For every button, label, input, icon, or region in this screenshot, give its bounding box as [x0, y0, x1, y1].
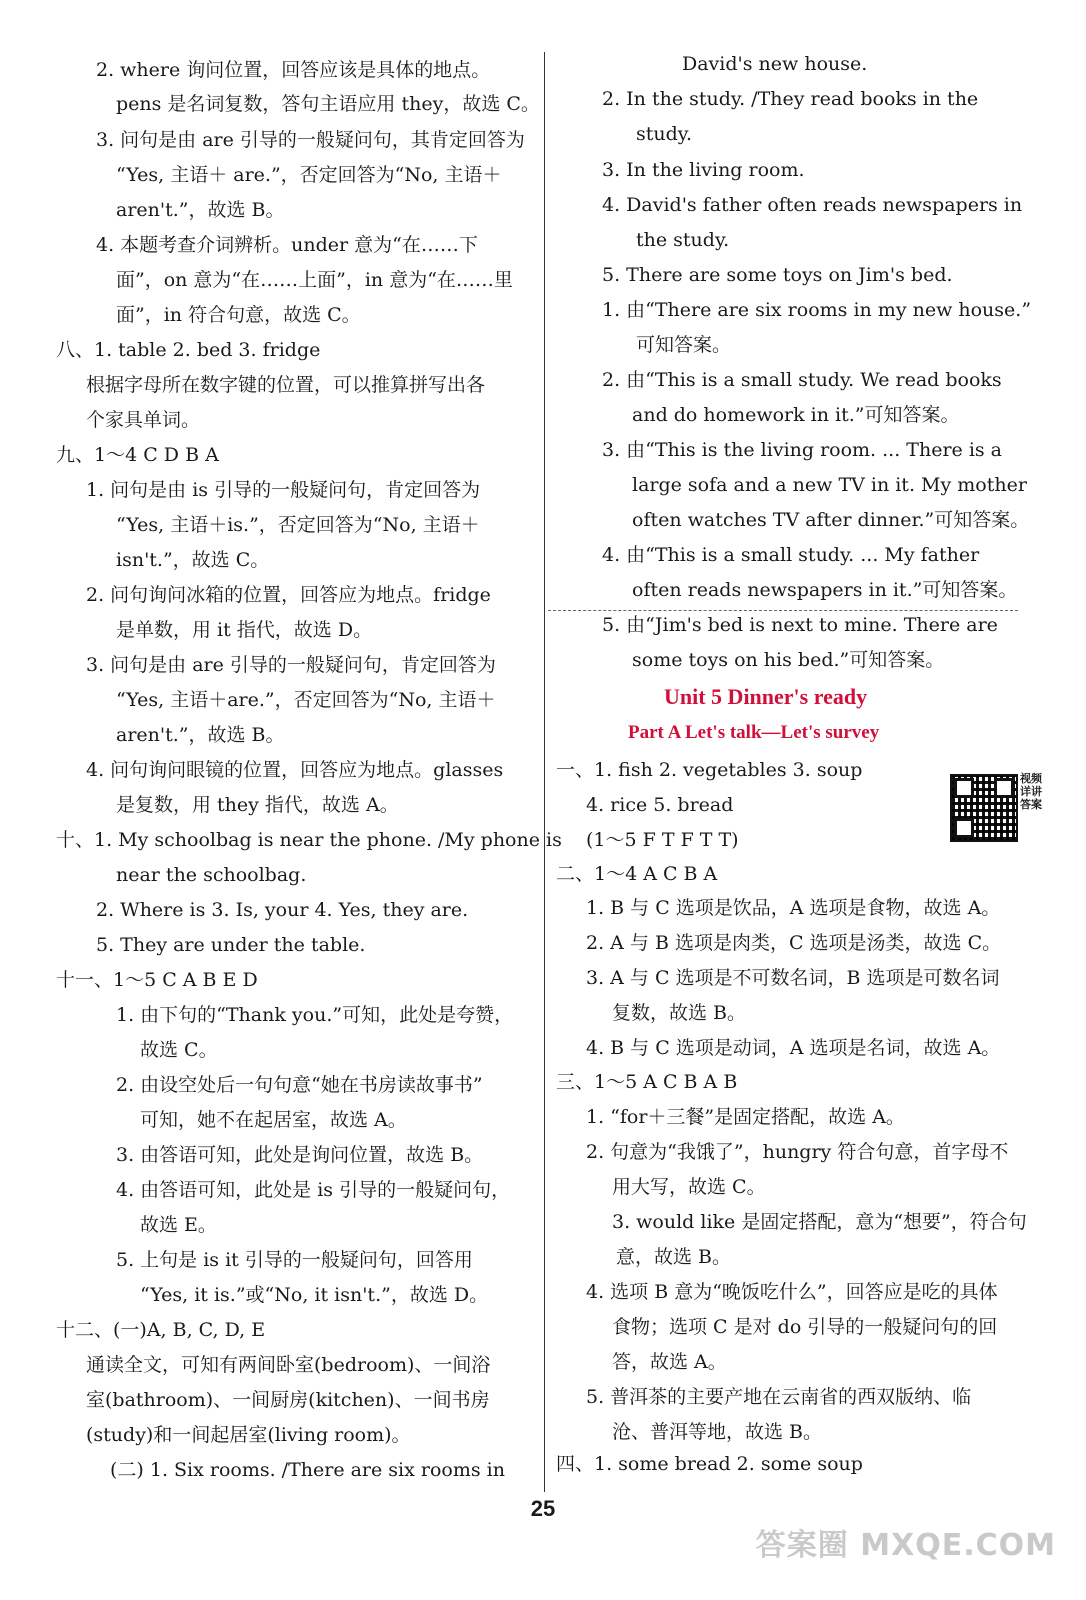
text-line: 八、1. table 2. bed 3. fridge [56, 339, 321, 361]
text-line: near the schoolbag. [116, 864, 307, 886]
text-line: 可知，她不在起居室，故选 A。 [140, 1109, 407, 1131]
text-line: 4. 问句询问眼镜的位置，回答应为地点。glasses [86, 759, 504, 781]
text-line: 食物；选项 C 是对 do 引导的一般疑问句的回 [612, 1316, 998, 1338]
text-line: 4. 由“This is a small study. ... My father [602, 544, 980, 566]
text-line: “Yes, it is.”或“No, it isn't.”，故选 D。 [140, 1284, 489, 1306]
text-line: 2. In the study. /They read books in the [602, 88, 979, 110]
text-line: 3. 由“This is the living room. ... There is a [602, 439, 1003, 461]
qr-label: 视频详讲答案 [1020, 772, 1042, 811]
text-line: 2. A 与 B 选项是肉类，C 选项是汤类，故选 C。 [586, 932, 1002, 954]
page-number: 25 [530, 1496, 556, 1521]
text-line: 4. David's father often reads newspapers in [602, 194, 1023, 216]
text-line: isn't.”，故选 C。 [116, 549, 270, 571]
text-line: 2. 问句询问冰箱的位置，回答应为地点。fridge [86, 584, 491, 606]
text-line: 1. B 与 C 选项是饮品，A 选项是食物，故选 A。 [586, 897, 1001, 919]
text-line: 九、1～4 C D B A [56, 444, 219, 466]
column-divider [544, 52, 545, 1492]
text-line: 3. In the living room. [602, 159, 805, 181]
text-line: 用大写，故选 C。 [612, 1176, 766, 1198]
text-line: 可知答案。 [636, 334, 732, 356]
text-line: some toys on his bed.”可知答案。 [632, 649, 945, 671]
text-line: “Yes, 主语＋is.”，否定回答为“No, 主语＋ [116, 514, 480, 536]
text-line: 通读全文，可知有两间卧室(bedroom)、一间浴 [86, 1354, 491, 1376]
text-line: 十一、1～5 C A B E D [56, 969, 258, 991]
text-line: and do homework in it.”可知答案。 [632, 404, 960, 426]
text-line: 3. 由答语可知，此处是询问位置，故选 B。 [116, 1144, 484, 1166]
text-line: 4. 由答语可知，此处是 is 引导的一般疑问句， [116, 1179, 511, 1201]
text-line: 是复数，用 they 指代，故选 A。 [116, 794, 399, 816]
text-line: 4. 本题考查介词辨析。under 意为“在……下 [96, 234, 478, 256]
text-line: 面”，on 意为“在……上面”，in 意为“在……里 [116, 269, 513, 291]
text-line: 5. 上句是 is it 引导的一般疑问句，回答用 [116, 1249, 473, 1271]
part-title: Part A Let's talk—Let's survey [628, 722, 880, 743]
watermark: 答案圈 MXQE.COM [755, 1528, 1056, 1563]
text-line: 面”，in 符合句意，故选 C。 [116, 304, 361, 326]
text-line: 1. 问句是由 is 引导的一般疑问句，肯定回答为 [86, 479, 481, 501]
text-line: 3. 问句是由 are 引导的一般疑问句，肯定回答为 [86, 654, 496, 676]
text-line: 意，故选 B。 [616, 1246, 732, 1268]
text-line: 三、1～5 A C B A B [556, 1071, 738, 1093]
text-line: “Yes, 主语＋ are.”，否定回答为“No, 主语＋ [116, 164, 502, 186]
text-line: (1～5 F T F T T) [586, 829, 739, 851]
text-line: (study)和一间起居室(living room)。 [86, 1424, 411, 1446]
text-line: large sofa and a new TV in it. My mother [632, 474, 1027, 496]
text-line: 5. 普洱茶的主要产地在云南省的西双版纳、临 [586, 1386, 972, 1408]
text-line: 是单数，用 it 指代，故选 D。 [116, 619, 373, 641]
text-line: aren't.”，故选 B。 [116, 199, 285, 221]
text-line: 1. 由“There are six rooms in my new house.” [602, 299, 1032, 321]
text-line: David's new house. [682, 53, 868, 75]
text-line: 沧、普洱等地，故选 B。 [612, 1421, 823, 1443]
text-line: 2. 由“This is a small study. We read books [602, 369, 1002, 391]
text-line: study. [636, 123, 693, 145]
text-line: pens 是名词复数，答句主语应用 they，故选 C。 [116, 93, 540, 115]
text-line: 4. 选项 B 意为“晚饭吃什么”，回答应是吃的具体 [586, 1281, 998, 1303]
text-line: often watches TV after dinner.”可知答案。 [632, 509, 1030, 531]
dashed-separator [548, 610, 1018, 611]
text-line: 十、1. My schoolbag is near the phone. /My phone is [56, 829, 562, 851]
text-line: 5. There are some toys on Jim's bed. [602, 264, 953, 286]
text-line: 2. 句意为“我饿了”，hungry 符合句意，首字母不 [586, 1141, 1009, 1163]
text-line: 故选 E。 [140, 1214, 217, 1236]
text-line: 答，故选 A。 [612, 1351, 727, 1373]
text-line: often reads newspapers in it.”可知答案。 [632, 579, 1018, 601]
text-line: “Yes, 主语＋are.”，否定回答为“No, 主语＋ [116, 689, 496, 711]
text-line: 1. “for＋三餐”是固定搭配，故选 A。 [586, 1106, 905, 1128]
text-line: 4. B 与 C 选项是动词，A 选项是名词，故选 A。 [586, 1037, 1001, 1059]
text-line: 3. A 与 C 选项是不可数名词，B 选项是可数名词 [586, 967, 1000, 989]
text-line: 2. 由设空处后一句句意“她在书房读故事书” [116, 1074, 483, 1096]
text-line: 十二、(一)A, B, C, D, E [56, 1319, 266, 1341]
text-line: 二、1～4 A C B A [556, 863, 718, 885]
text-line: 一、1. fish 2. vegetables 3. soup [556, 759, 863, 781]
text-line: 5. They are under the table. [96, 934, 366, 956]
text-line: the study. [636, 229, 730, 251]
qr-code-icon[interactable] [950, 774, 1018, 842]
text-line: 个家具单词。 [86, 409, 201, 431]
text-line: 2. where 询问位置，回答应该是具体的地点。 [96, 59, 491, 81]
text-line: 2. Where is 3. Is, your 4. Yes, they are. [96, 899, 469, 921]
unit-title: Unit 5 Dinner's ready [664, 684, 868, 709]
text-line: aren't.”，故选 B。 [116, 724, 285, 746]
text-line: 4. rice 5. bread [586, 794, 734, 816]
text-line: 根据字母所在数字键的位置，可以推算拼写出各 [86, 374, 486, 396]
text-line: (二) 1. Six rooms. /There are six rooms in [110, 1459, 505, 1481]
text-line: 1. 由下句的“Thank you.”可知，此处是夸赞， [116, 1004, 514, 1026]
text-line: 5. 由“Jim's bed is next to mine. There are [602, 614, 998, 636]
text-line: 3. would like 是固定搭配，意为“想要”，符合句 [612, 1211, 1027, 1233]
text-line: 复数，故选 B。 [612, 1002, 747, 1024]
text-line: 四、1. some bread 2. some soup [556, 1453, 863, 1475]
text-line: 室(bathroom)、一间厨房(kitchen)、一间书房 [86, 1389, 490, 1411]
text-line: 故选 C。 [140, 1039, 218, 1061]
text-line: 3. 问句是由 are 引导的一般疑问句，其肯定回答为 [96, 129, 525, 151]
